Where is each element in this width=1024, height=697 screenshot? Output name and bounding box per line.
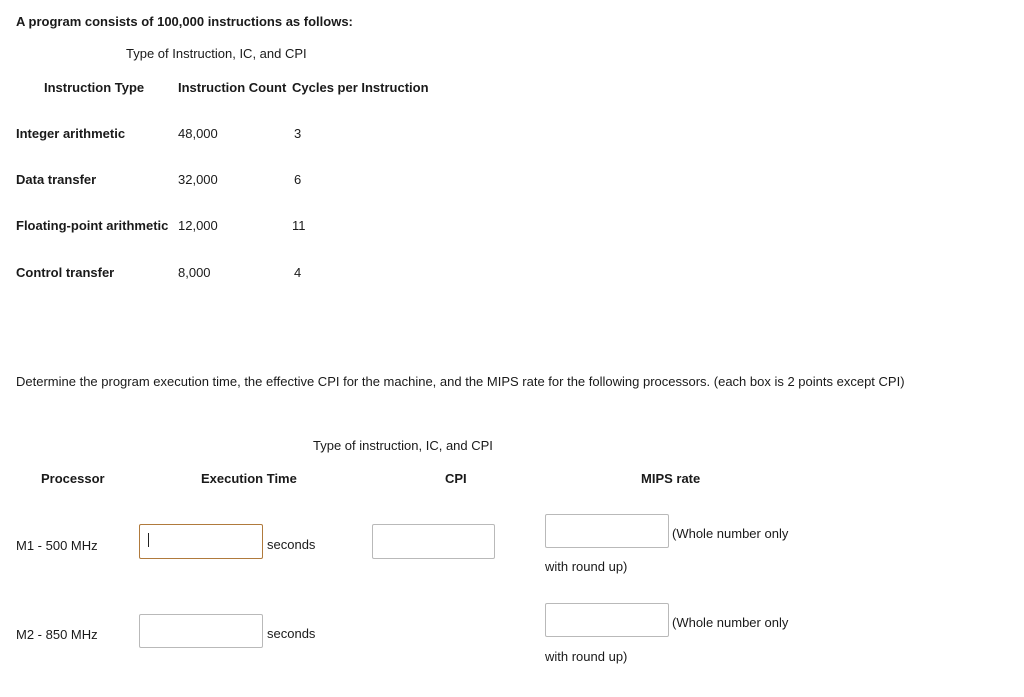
question-text: Determine the program execution time, the effective CPI for the machine, and the MIPS rate for the following processors. (each box is 2 points except CPI): [16, 374, 905, 389]
m1-execution-time-input[interactable]: [139, 524, 263, 559]
m2-execution-time-unit: seconds: [267, 626, 316, 641]
table2-caption: Type of instruction, IC, and CPI: [313, 438, 493, 453]
table1-row-type: Control transfer: [16, 265, 115, 280]
m1-mips-note-2: with round up): [545, 559, 628, 574]
m2-mips-input[interactable]: [545, 603, 669, 637]
table2-header-processor: Processor: [41, 471, 105, 486]
table2-header-exec-time: Execution Time: [201, 471, 297, 486]
m1-mips-input[interactable]: [545, 514, 669, 548]
table1-row-cpi: 4: [294, 265, 302, 280]
processor-label-m2: M2 - 850 MHz: [16, 627, 98, 642]
table1-row-count: 12,000: [178, 218, 218, 233]
m1-execution-time-unit: seconds: [267, 537, 316, 552]
processor-label-m1: M1 - 500 MHz: [16, 538, 98, 553]
table1-caption: Type of Instruction, IC, and CPI: [126, 46, 307, 61]
table1-row-type: Integer arithmetic: [16, 126, 126, 141]
table1-row-count: 8,000: [178, 265, 211, 280]
table1-row-cpi: 6: [294, 172, 302, 187]
m1-mips-note: (Whole number only: [672, 526, 789, 541]
intro-text: A program consists of 100,000 instructions as follows:: [16, 14, 353, 29]
m2-mips-note: (Whole number only: [672, 615, 789, 630]
text-caret: [148, 533, 149, 547]
table1-header-cpi: Cycles per Instruction: [292, 80, 429, 95]
table1-row-cpi: 11: [292, 218, 306, 233]
table2-header-mips: MIPS rate: [641, 471, 701, 486]
m2-execution-time-input[interactable]: [139, 614, 263, 648]
table1-header-count: Instruction Count: [178, 80, 287, 95]
m1-cpi-input[interactable]: [372, 524, 495, 559]
table1-row-cpi: 3: [294, 126, 302, 141]
table2-header-cpi: CPI: [445, 471, 467, 486]
table1-header-type: Instruction Type: [44, 80, 145, 95]
table1-row-type: Data transfer: [16, 172, 97, 187]
m2-mips-note-2: with round up): [545, 649, 628, 664]
table1-row-count: 32,000: [178, 172, 218, 187]
table1-row-type: Floating-point arithmetic: [16, 218, 169, 233]
table1-row-count: 48,000: [178, 126, 218, 141]
